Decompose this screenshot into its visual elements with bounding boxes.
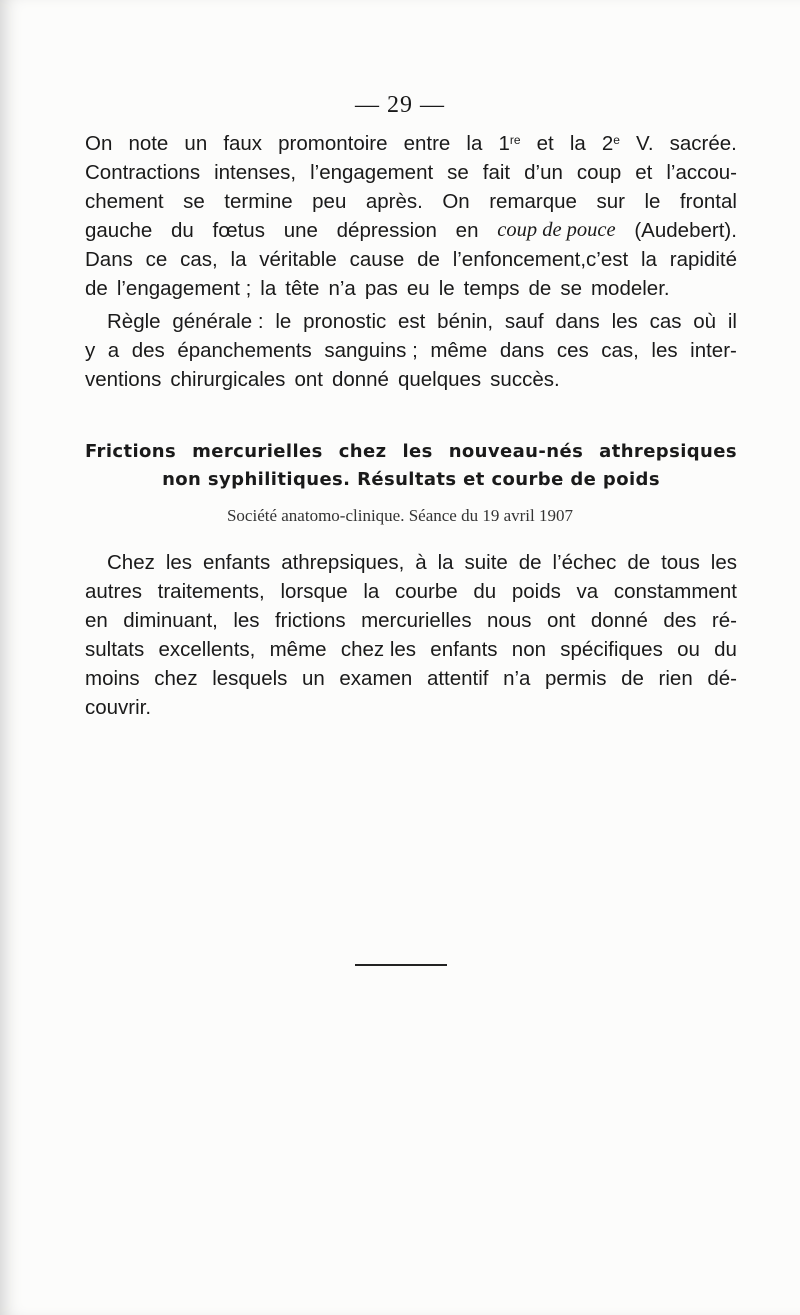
word: inter-	[690, 339, 737, 362]
word: sultats	[85, 638, 145, 661]
ordinal-number: 1	[498, 132, 510, 155]
word: quelques	[397, 368, 482, 391]
text-line	[85, 693, 737, 722]
word: n’a	[503, 667, 531, 690]
word: les	[402, 441, 433, 462]
text-line	[85, 635, 737, 664]
title-line	[85, 438, 737, 466]
word: il	[727, 310, 737, 333]
word: les	[233, 609, 260, 632]
word: le	[644, 190, 661, 213]
ordinal-suffix: re	[509, 133, 521, 147]
word: intenses,	[214, 161, 297, 184]
word: l’engagement ;	[116, 277, 252, 300]
word: la	[260, 277, 277, 300]
word: faux	[223, 132, 263, 155]
word: temps	[463, 277, 520, 300]
word: ces	[556, 339, 589, 362]
word: note	[128, 132, 169, 155]
ordinal-number: 2	[601, 132, 614, 155]
word: modeler.	[590, 277, 670, 300]
word: sacrée.	[669, 132, 737, 155]
word: se	[447, 161, 469, 184]
word: On	[85, 132, 113, 155]
paragraph-athrepsic	[85, 548, 737, 722]
word: autres	[85, 580, 142, 603]
word: tête	[285, 277, 320, 300]
word: donné	[331, 368, 389, 391]
text-line	[85, 187, 737, 216]
word: ont	[546, 609, 576, 632]
word: le	[275, 310, 292, 333]
word: épanchements	[177, 339, 312, 362]
word: ont	[294, 368, 323, 391]
word: un	[302, 667, 325, 690]
word: générale :	[172, 310, 264, 333]
word: attentif	[426, 667, 489, 690]
word: Dans	[85, 248, 133, 271]
word: à	[415, 551, 427, 574]
text-line	[85, 307, 737, 336]
word: même	[430, 339, 488, 362]
word: a	[107, 339, 120, 362]
word: tous	[661, 551, 700, 574]
section-divider	[355, 964, 447, 966]
word: chirurgicales	[170, 368, 286, 391]
word: donné	[590, 609, 648, 632]
word: rapidité	[669, 248, 737, 271]
word: les	[611, 310, 638, 333]
text-line	[85, 548, 737, 577]
text-line	[85, 129, 737, 158]
word: fait	[482, 161, 511, 184]
word: après.	[365, 190, 423, 213]
word: nous	[487, 609, 532, 632]
word: ou	[677, 638, 700, 661]
word: spécifiques	[560, 638, 663, 661]
word: ce	[145, 248, 168, 271]
word: Chez	[107, 551, 155, 574]
word: succès.	[490, 368, 560, 391]
title-text: non syphilitiques. Résultats et courbe de poids	[162, 469, 660, 490]
word: lesquels	[212, 667, 288, 690]
word: est	[398, 310, 426, 333]
word: couvrir.	[85, 696, 152, 719]
word: dans	[499, 339, 545, 362]
word: où	[693, 310, 717, 333]
text-line	[85, 216, 737, 245]
text-line	[85, 274, 737, 303]
word: une	[283, 219, 318, 242]
word: pronostic	[303, 310, 387, 333]
word: du	[714, 638, 737, 661]
word: gauche	[85, 219, 153, 242]
word: la	[363, 580, 380, 603]
word: véritable	[259, 248, 337, 271]
word: examen	[339, 667, 413, 690]
word: de	[417, 248, 440, 271]
word: enfants	[430, 638, 498, 661]
word: même	[269, 638, 327, 661]
word: V.	[636, 132, 654, 155]
word: dé-	[707, 667, 737, 690]
word: et	[635, 161, 653, 184]
word: traitements,	[157, 580, 265, 603]
word: en	[455, 219, 479, 242]
word: se	[183, 190, 205, 213]
word: bénin,	[437, 310, 494, 333]
word: non	[511, 638, 547, 661]
text-line	[85, 245, 737, 274]
word: les	[710, 551, 737, 574]
word: cas	[649, 310, 682, 333]
word: sanguins ;	[324, 339, 418, 362]
word: frontal	[679, 190, 737, 213]
word: entre	[403, 132, 451, 155]
word: la	[466, 132, 483, 155]
word: lorsque	[280, 580, 348, 603]
word: en	[85, 609, 108, 632]
word: de	[518, 551, 542, 574]
word: moins	[85, 667, 140, 690]
word: remarque	[489, 190, 577, 213]
word: sauf	[504, 310, 544, 333]
text-line	[85, 606, 737, 635]
word: coup	[576, 161, 622, 184]
word: et	[536, 132, 554, 155]
ordinal-first	[498, 129, 520, 158]
word: courbe	[395, 580, 458, 603]
word: chez	[154, 667, 198, 690]
word: de	[85, 277, 108, 300]
word: poids	[511, 580, 561, 603]
word: la	[569, 132, 586, 155]
word: permis	[545, 667, 607, 690]
section-title	[85, 438, 737, 494]
word: peu	[312, 190, 347, 213]
italic-term: coup de pouce	[497, 219, 616, 241]
word: pas	[364, 277, 398, 300]
word: dans	[555, 310, 600, 333]
title-line	[85, 466, 737, 494]
word: athrepsiques,	[281, 551, 405, 574]
word: l’accou-	[666, 161, 737, 184]
word: cas,	[601, 339, 639, 362]
word: chez les	[340, 638, 417, 661]
word: n’a	[328, 277, 356, 300]
word: va	[576, 580, 599, 603]
word: eu	[406, 277, 430, 300]
word: dépression	[336, 219, 437, 242]
word: un	[184, 132, 208, 155]
word: nouveau-nés	[448, 441, 584, 462]
word: On	[442, 190, 470, 213]
word: termine	[224, 190, 293, 213]
word: cas,	[180, 248, 218, 271]
word: promontoire	[278, 132, 388, 155]
word: enfants	[202, 551, 271, 574]
text-line	[85, 577, 737, 606]
word: mercurielles	[361, 609, 472, 632]
word: le	[438, 277, 455, 300]
word: ré-	[711, 609, 737, 632]
word: la	[640, 248, 657, 271]
word: d’un	[524, 161, 563, 184]
word: l’enfoncement,c’est	[452, 248, 629, 271]
section-subtitle: Société anatomo-clinique. Séance du 19 avril 1907	[226, 506, 574, 525]
word: des	[663, 609, 697, 632]
citation: (Audebert).	[634, 219, 737, 242]
paragraph-continuation	[85, 129, 737, 303]
paragraph-general-rule	[85, 307, 737, 394]
word: chement	[85, 190, 164, 213]
word: l’échec	[552, 551, 617, 574]
ordinal-suffix: e	[613, 133, 620, 147]
text-line	[85, 365, 737, 394]
text-line	[85, 336, 737, 365]
word: de	[528, 277, 552, 300]
word: Contractions	[85, 161, 201, 184]
word: des	[131, 339, 165, 362]
word: athrepsiques	[599, 441, 737, 462]
word: la	[437, 551, 454, 574]
page-number: — 29 —	[355, 92, 445, 118]
word: diminuant,	[123, 609, 218, 632]
word: se	[560, 277, 582, 300]
text-line	[85, 664, 737, 693]
word: excellents,	[158, 638, 256, 661]
word: constamment	[613, 580, 737, 603]
word: y	[85, 339, 96, 362]
word: l’engagement	[310, 161, 434, 184]
ordinal-second	[602, 129, 620, 158]
word: de	[627, 551, 651, 574]
word: du	[171, 219, 194, 242]
word: les	[651, 339, 678, 362]
word: de	[621, 667, 644, 690]
word: du	[473, 580, 497, 603]
word: la	[230, 248, 247, 271]
word: suite	[464, 551, 508, 574]
word: Frictions	[85, 441, 177, 462]
word: Règle	[107, 310, 161, 333]
word: fœtus	[212, 219, 265, 242]
word: cause	[349, 248, 405, 271]
word: les	[165, 551, 193, 574]
word: chez	[338, 441, 387, 462]
word: mercurielles	[192, 441, 323, 462]
word: rien	[658, 667, 693, 690]
text-line	[85, 158, 737, 187]
word: frictions	[274, 609, 346, 632]
word: sur	[596, 190, 625, 213]
word: ventions	[85, 368, 162, 391]
